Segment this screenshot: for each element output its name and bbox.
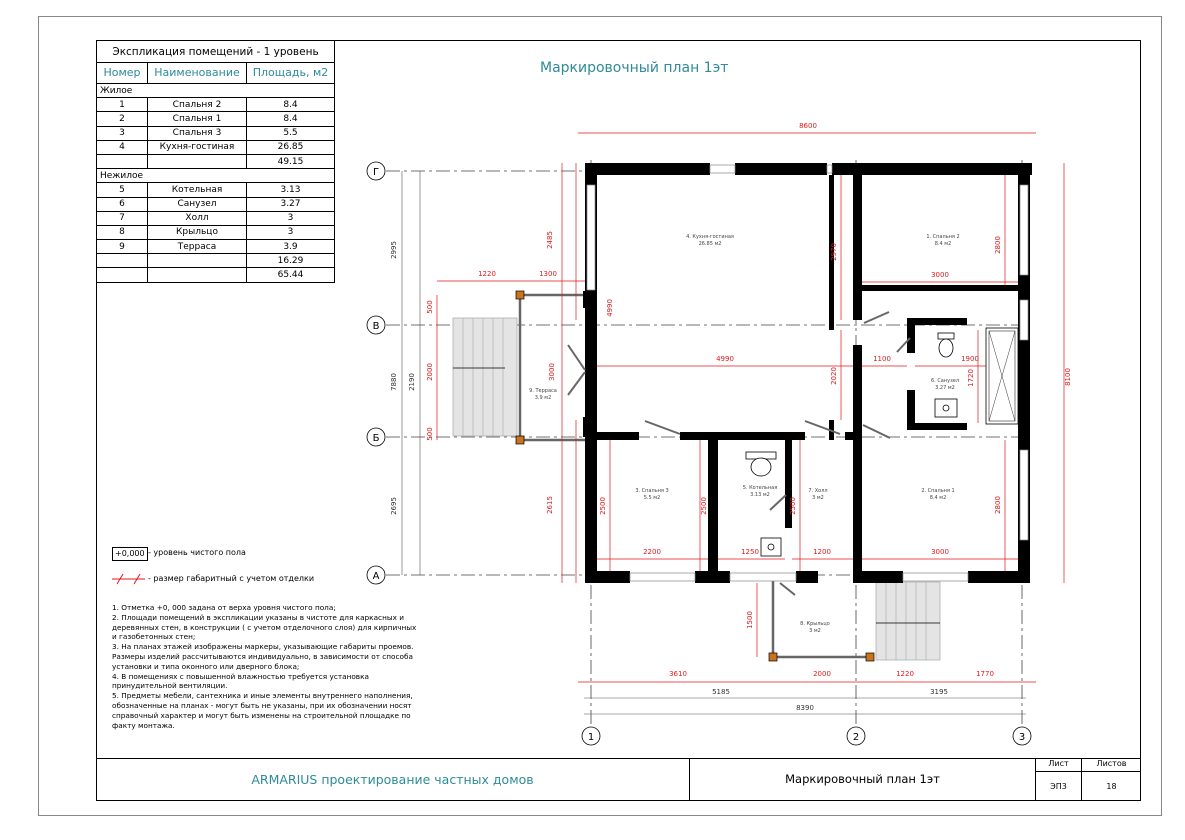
dim-boiler-height: 2500	[700, 497, 708, 515]
note-line: факту монтажа.	[112, 720, 175, 730]
sheet-label: Лист	[1036, 758, 1082, 772]
gray-dimension-values	[390, 241, 948, 712]
dim-terrace-side-1: 500	[426, 300, 434, 314]
dim-bottom-row2-1: 5185	[712, 688, 730, 696]
dim-terrace-side-3: 500	[426, 427, 434, 441]
note-line: справочный характер и могут быть изменены на строительной площадке по	[112, 710, 411, 720]
note-line: 3. На планах этажей изображены маркеры, указывающие габариты проемов.	[112, 642, 414, 652]
dim-hall-span: 4990	[716, 355, 734, 363]
room-name: 9. Терраса	[529, 388, 557, 394]
title-block-drawing	[690, 758, 1036, 801]
dim-bedroom1-width: 3000	[931, 548, 949, 556]
dim-porch-height: 1500	[746, 611, 754, 629]
terrace-railing	[520, 295, 870, 657]
room-area: 8.4 м2	[934, 241, 952, 247]
room-area: 3 м2	[812, 495, 824, 501]
room-area: 3.27 м2	[935, 385, 955, 391]
note-line: деревянных стен, в конструкции ( с учетом отделочного слоя) для кирпичных	[112, 622, 417, 632]
note-line: 5. Предметы мебели, сантехника и иные элементы внутреннего наполнения,	[112, 691, 413, 701]
row-area: 26.85	[247, 140, 335, 154]
sheets-value: 18	[1106, 782, 1117, 791]
shower	[986, 328, 1018, 424]
dim-bedroom2-height: 2800	[994, 236, 1002, 254]
company-name: ARMARIUS проектирование частных домов	[251, 772, 534, 787]
row-name: Крыльцо	[148, 225, 247, 239]
dim-bedroom2-width: 3000	[931, 271, 949, 279]
sheets-label: Листов	[1082, 758, 1141, 772]
group-nonliving: Нежилое	[97, 169, 335, 183]
sheet-value: ЭП3	[1036, 772, 1082, 801]
axis-label-1: 1	[587, 732, 595, 743]
dim-bottom-3: 1220	[896, 670, 914, 678]
note-line: установки и типа оконного или дверного блока;	[112, 661, 300, 671]
dim-left-part-2: 2190	[408, 373, 416, 391]
row-number: 1	[97, 98, 148, 112]
legend-dimension-symbol	[112, 574, 145, 584]
row-area: 3.9	[247, 240, 335, 254]
note-line: 1. Отметка +0, 000 задана от верха уровня чистого пола;	[112, 603, 336, 612]
walls	[583, 163, 1032, 583]
room-name: 6. Санузел	[930, 378, 960, 384]
nonliving-total: 16.29	[247, 254, 335, 268]
note-line: Размеры изделий рассчитываются индивидуально, в зависимости от способа	[112, 651, 413, 661]
dim-bottom-1: 3610	[669, 670, 687, 678]
dim-bedroom3-height: 2500	[599, 497, 607, 515]
row-number: 8	[97, 225, 148, 239]
dim-inner-left-1: 2485	[546, 231, 554, 249]
row-area: 3.13	[247, 183, 335, 197]
note-line: и газобетонных стен;	[112, 632, 196, 642]
row-area: 8.4	[247, 112, 335, 126]
title-block-company	[96, 758, 690, 801]
dimension-values	[426, 122, 1072, 678]
room-name: 5. Котельная	[742, 485, 778, 491]
dim-bottom-4: 1770	[976, 670, 994, 678]
dim-hall-width: 1200	[813, 548, 831, 556]
dim-left-total: 7880	[390, 373, 398, 391]
dim-corridor-height: 2020	[830, 367, 838, 385]
room-area: 3.13 м2	[750, 492, 770, 498]
axis-label-2: 2	[852, 732, 860, 743]
row-name: Терраса	[148, 240, 247, 254]
header-name: Наименование	[148, 63, 247, 84]
axis-label-v: В	[372, 321, 380, 332]
porch-stairs	[876, 582, 940, 660]
note-line: принудительной вентиляции.	[112, 681, 228, 691]
dim-bath-2: 1900	[961, 355, 979, 363]
room-name: 1. Спальня 2	[926, 234, 960, 240]
toilet	[746, 333, 954, 476]
grand-total: 65.44	[247, 268, 335, 282]
dim-inner-left-2: 4990	[606, 299, 614, 317]
note-line: 2. Площади помещений в экспликации указаны в чистоте для каркасных и	[112, 612, 404, 622]
row-name: Кухня-гостиная	[148, 140, 247, 154]
dim-terrace-top-1: 1220	[478, 270, 496, 278]
dim-bottom-2: 2000	[813, 670, 831, 678]
dim-inner-left-3: 2615	[546, 496, 554, 514]
group-living: Жилое	[97, 84, 335, 98]
dim-bedroom1-height: 2800	[994, 496, 1002, 514]
dim-bedroom3-width: 2200	[643, 548, 661, 556]
row-area: 5.5	[247, 126, 335, 140]
dim-bottom-row2-2: 3195	[930, 688, 948, 696]
room-area: 8.4 м2	[929, 495, 947, 501]
dim-boiler-width: 1250	[741, 548, 759, 556]
dim-hall-height: 2500	[789, 497, 797, 515]
row-number: 7	[97, 211, 148, 225]
room-area: 5.5 м2	[643, 495, 661, 501]
dimension-legend-text: - размер габаритный с учетом отделки	[148, 574, 315, 583]
axis-label-a: А	[372, 571, 380, 582]
row-number: 2	[97, 112, 148, 126]
row-name: Спальня 2	[148, 98, 247, 112]
dim-bottom-total: 8390	[796, 704, 814, 712]
row-number: 4	[97, 140, 148, 154]
windows	[587, 165, 1028, 581]
axis-label-g: Г	[372, 167, 380, 178]
header-number: Номер	[97, 63, 148, 84]
row-number: 3	[97, 126, 148, 140]
living-total: 49.15	[247, 154, 335, 168]
room-area: 3 м2	[809, 628, 821, 634]
dimension-lines	[437, 133, 1064, 682]
row-name: Спальня 3	[148, 126, 247, 140]
row-area: 8.4	[247, 98, 335, 112]
dim-terrace-top-2: 1300	[539, 270, 557, 278]
note-line: обозначенные на планах - могут быть не указаны, при их обозначении носят	[112, 700, 412, 710]
room-name: 8. Крыльцо	[800, 621, 830, 627]
row-area: 3	[247, 225, 335, 239]
row-number: 5	[97, 183, 148, 197]
row-name: Холл	[148, 211, 247, 225]
room-name: 2. Спальня 1	[921, 488, 955, 494]
dim-top-total: 8600	[799, 122, 817, 130]
terrace-stairs	[453, 318, 517, 436]
dim-left-part-3: 2695	[390, 497, 398, 515]
plan-title: Маркировочный план 1эт	[540, 60, 729, 76]
room-name: 3. Спальня 3	[635, 488, 669, 494]
row-area: 3.27	[247, 197, 335, 211]
header-area: Площадь, м2	[247, 63, 335, 84]
axis-label-3: 3	[1018, 732, 1026, 743]
drawing-name: Маркировочный план 1эт	[785, 772, 940, 786]
row-number: 9	[97, 240, 148, 254]
row-name: Санузел	[148, 197, 247, 211]
dim-right-total: 8100	[1064, 368, 1072, 386]
level-mark: +0,000	[112, 547, 148, 561]
row-number: 6	[97, 197, 148, 211]
level-legend-text: - уровень чистого пола	[148, 548, 246, 557]
dim-bath-1: 1100	[873, 355, 891, 363]
dim-left-part-1: 2995	[390, 241, 398, 259]
dim-terrace-height: 3000	[548, 363, 556, 381]
room-area: 3.9 м2	[534, 395, 552, 401]
row-area: 3	[247, 211, 335, 225]
note-line: 4. В помещениях с повышенной влажностью требуется установка	[112, 671, 369, 681]
dim-terrace-side-2: 2000	[426, 363, 434, 381]
dim-kitchen-height: 2970	[830, 243, 838, 261]
row-name: Котельная	[148, 183, 247, 197]
table-title: Экспликация помещений - 1 уровень	[97, 41, 335, 63]
room-name: 4. Кухня-гостиная	[686, 234, 734, 240]
axis-label-b: Б	[372, 433, 380, 444]
row-name: Спальня 1	[148, 112, 247, 126]
room-area: 26.85 м2	[698, 241, 722, 247]
dim-bath-3: 1720	[967, 369, 975, 387]
room-name: 7. Холл	[808, 488, 828, 494]
general-notes	[112, 603, 442, 730]
